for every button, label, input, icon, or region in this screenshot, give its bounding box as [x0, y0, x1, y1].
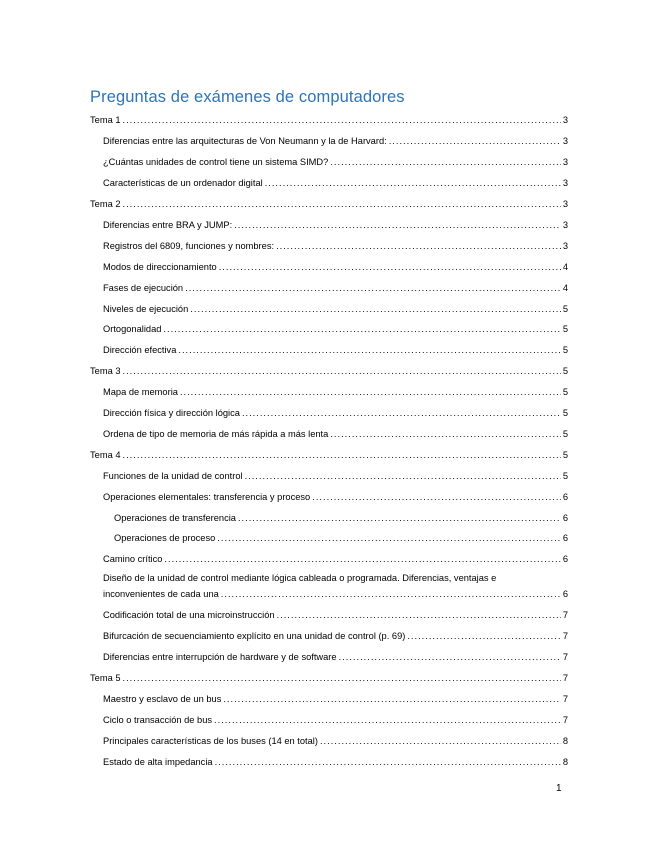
toc-entry-text: Tema 2: [90, 199, 121, 209]
toc-leader-dots: [265, 177, 561, 189]
toc-entry-text: Operaciones elementales: transferencia y proceso: [103, 492, 311, 502]
toc-entry-text: Ortogonalidad: [103, 324, 162, 334]
toc-entry[interactable]: [90, 363, 568, 377]
toc-entry-page: 5: [562, 429, 568, 439]
toc-entry-page: 7: [562, 673, 568, 683]
toc-entry-page: 5: [562, 304, 568, 314]
toc-leader-dots: [185, 282, 561, 294]
toc-entry-page: 5: [562, 387, 568, 397]
toc-leader-dots: [219, 261, 561, 273]
toc-entry-text: Modos de direccionamiento: [103, 262, 217, 272]
toc-entry-text: Tema 5: [90, 673, 121, 683]
toc-entry[interactable]: [103, 405, 568, 419]
toc-entry-text: Niveles de ejecución: [103, 304, 189, 314]
toc-entry-text: Maestro y esclavo de un bus: [103, 694, 222, 704]
toc-entry[interactable]: [103, 468, 568, 482]
page-number: 1: [556, 783, 562, 794]
toc-entry-page: 6: [562, 513, 568, 523]
toc-entry-text: Dirección física y dirección lógica: [103, 408, 240, 418]
toc-entry[interactable]: [103, 586, 568, 600]
toc-entry[interactable]: [90, 670, 568, 684]
toc-entry-page: 5: [562, 324, 568, 334]
toc-entry-page: 3: [562, 199, 568, 209]
toc-entry[interactable]: [103, 628, 568, 642]
toc-leader-dots: [217, 532, 561, 544]
toc-entry[interactable]: [114, 510, 568, 524]
toc-entry-text: Fases de ejecución: [103, 283, 184, 293]
toc-entry-text: Diferencias entre interrupción de hardware y de software: [103, 652, 337, 662]
toc-entry[interactable]: [103, 384, 568, 398]
toc-leader-dots: [330, 156, 561, 168]
toc-leader-dots: [330, 428, 561, 440]
toc-leader-dots: [215, 756, 561, 768]
toc-leader-dots: [190, 303, 561, 315]
toc-entry[interactable]: [103, 607, 568, 621]
toc-entry-page: 3: [562, 136, 568, 146]
toc-entry[interactable]: [103, 259, 568, 273]
toc-entry-text: Mapa de memoria: [103, 387, 178, 397]
toc-entry-page: 6: [562, 589, 568, 599]
toc-entry-page: 5: [562, 366, 568, 376]
toc-leader-dots: [242, 407, 561, 419]
toc-entry-page: 6: [562, 533, 568, 543]
toc-entry-text: Ordena de tipo de memoria de más rápida a más lenta: [103, 429, 329, 439]
toc-entry-text: Tema 3: [90, 366, 121, 376]
toc-entry[interactable]: [103, 754, 568, 768]
toc-entry-page: 5: [562, 408, 568, 418]
toc-leader-dots: [339, 651, 561, 663]
toc-entry-page: 3: [562, 178, 568, 188]
toc-entry-page: 3: [562, 157, 568, 167]
toc-leader-dots: [234, 219, 561, 231]
toc-entry-text: Diferencias entre las arquitecturas de Von Neumann y la de Harvard:: [103, 136, 387, 146]
toc-entry-text: Tema 1: [90, 115, 121, 125]
toc-entry-text: inconvenientes de cada una: [103, 589, 219, 599]
toc-leader-dots: [164, 553, 560, 565]
toc-entry-text: Tema 4: [90, 450, 121, 460]
toc-leader-dots: [123, 672, 561, 684]
toc-entry[interactable]: [103, 133, 568, 147]
toc-entry[interactable]: [103, 301, 568, 315]
toc-entry-text: Ciclo o transacción de bus: [103, 715, 213, 725]
toc-entry[interactable]: [103, 691, 568, 705]
toc-entry-page: 3: [562, 220, 568, 230]
toc-entry[interactable]: [114, 530, 568, 544]
toc-entry-page: 7: [562, 694, 568, 704]
toc-entry-page: 6: [562, 554, 568, 564]
toc-entry-text: Camino crítico: [103, 554, 163, 564]
toc-entry-text: Diferencias entre BRA y JUMP:: [103, 220, 233, 230]
toc-entry-page: 7: [562, 715, 568, 725]
toc-entry[interactable]: [103, 238, 568, 252]
toc-leader-dots: [123, 114, 561, 126]
toc-leader-dots: [178, 344, 560, 356]
toc-entry-text: Principales características de los buses (14 en total): [103, 736, 318, 746]
toc-entry[interactable]: [103, 426, 568, 440]
toc-leader-dots: [214, 714, 561, 726]
toc-leader-dots: [163, 323, 560, 335]
toc-entry-page: 5: [562, 345, 568, 355]
toc-entry[interactable]: [103, 217, 568, 231]
toc-entry[interactable]: [90, 447, 568, 461]
toc-entry-text-line1[interactable]: Diseño de la unidad de control mediante lógica cableada o programada. Diferencias, ventajas e: [103, 573, 497, 583]
toc-entry[interactable]: [103, 712, 568, 726]
toc-entry-text: Codificación total de una microinstrucción: [103, 610, 275, 620]
toc-entry-page: 3: [562, 241, 568, 251]
toc-entry-page: 8: [562, 757, 568, 767]
toc-entry-text: Operaciones de proceso: [114, 533, 216, 543]
toc-entry-text: Bifurcación de secuenciamiento explícito en una unidad de control (p. 69): [103, 631, 406, 641]
toc-entry-page: 5: [562, 450, 568, 460]
toc-entry-page: 8: [562, 736, 568, 746]
toc-leader-dots: [312, 491, 561, 503]
toc-title: Preguntas de exámenes de computadores: [90, 88, 405, 106]
toc-entry-page: 5: [562, 471, 568, 481]
toc-entry-page: 7: [562, 631, 568, 641]
toc-entry[interactable]: [103, 489, 568, 503]
toc-leader-dots: [221, 588, 561, 600]
toc-entry-page: 7: [562, 652, 568, 662]
toc-entry[interactable]: [103, 733, 568, 747]
toc-entry-text: Operaciones de transferencia: [114, 513, 236, 523]
toc-entry[interactable]: [90, 196, 568, 210]
toc-entry[interactable]: [103, 649, 568, 663]
toc-entry[interactable]: [90, 112, 568, 126]
toc-entry-text: ¿Cuántas unidades de control tiene un sistema SIMD?: [103, 157, 329, 167]
toc-entry-text: Características de un ordenador digital: [103, 178, 263, 188]
toc-leader-dots: [389, 135, 561, 147]
toc-entry-text: Funciones de la unidad de control: [103, 471, 243, 481]
toc-entry-page: 4: [562, 283, 568, 293]
toc-entry-text: Estado de alta impedancia: [103, 757, 213, 767]
toc-entry-page: 6: [562, 492, 568, 502]
toc-entry-page: 4: [562, 262, 568, 272]
toc-entry[interactable]: [103, 321, 568, 335]
toc-entry[interactable]: [103, 342, 568, 356]
toc-leader-dots: [407, 630, 560, 642]
toc-leader-dots: [180, 386, 561, 398]
toc-entry[interactable]: [103, 280, 568, 294]
toc-leader-dots: [320, 735, 561, 747]
toc-leader-dots: [245, 470, 561, 482]
toc-entry[interactable]: [103, 175, 568, 189]
toc-leader-dots: [123, 449, 561, 461]
toc-leader-dots: [276, 240, 561, 252]
toc-entry-text: Registros del 6809, funciones y nombres:: [103, 241, 275, 251]
toc-entry-page: 7: [562, 610, 568, 620]
toc-entry-text: Dirección efectiva: [103, 345, 177, 355]
toc-leader-dots: [277, 609, 561, 621]
toc-leader-dots: [123, 365, 561, 377]
toc-entry[interactable]: [103, 551, 568, 565]
toc-entry[interactable]: [103, 154, 568, 168]
toc-leader-dots: [123, 198, 561, 210]
toc-leader-dots: [238, 512, 561, 524]
toc-entry-page: 3: [562, 115, 568, 125]
toc-leader-dots: [223, 693, 560, 705]
